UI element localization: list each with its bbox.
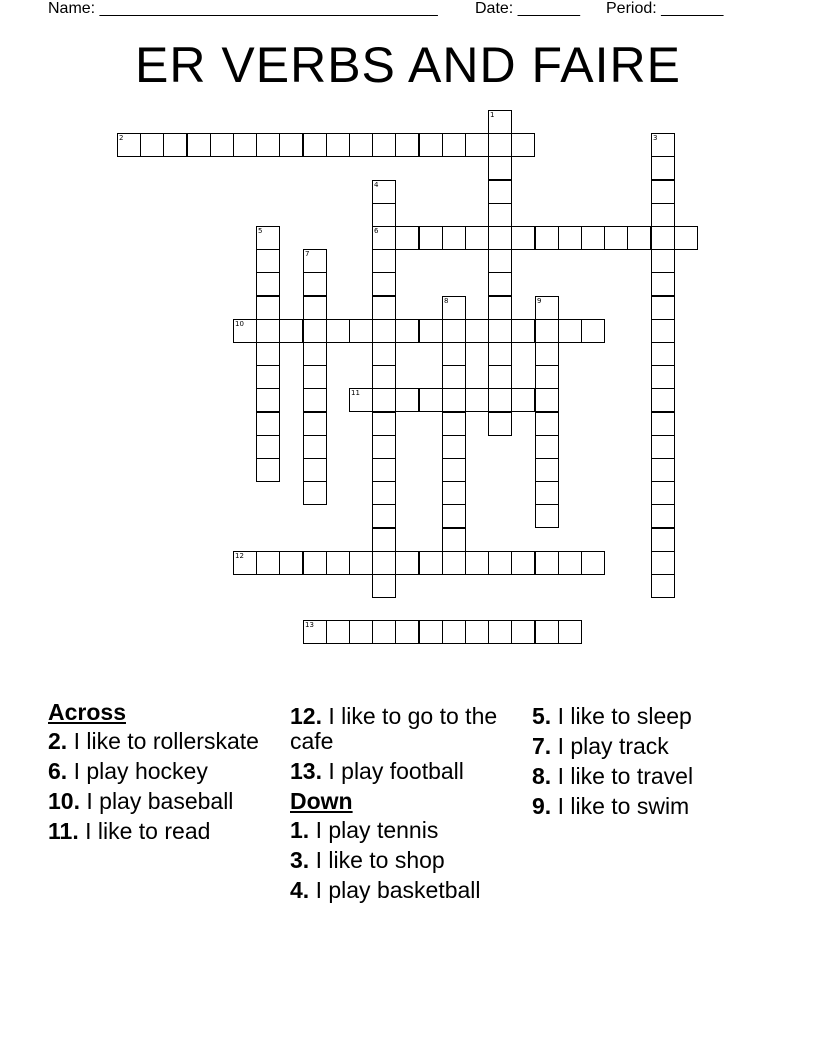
- crossword-cell[interactable]: [511, 620, 535, 644]
- crossword-cell[interactable]: [535, 620, 559, 644]
- crossword-cell[interactable]: [349, 551, 373, 575]
- clue-number: 5.: [532, 703, 552, 729]
- crossword-cell[interactable]: [372, 504, 396, 528]
- crossword-cell[interactable]: [465, 133, 489, 157]
- crossword-cell[interactable]: [395, 551, 419, 575]
- crossword-cell[interactable]: [488, 110, 512, 134]
- crossword-cell[interactable]: [535, 504, 559, 528]
- crossword-cell[interactable]: [651, 574, 675, 598]
- crossword-cell[interactable]: [326, 133, 350, 157]
- clues-column-2: [290, 704, 528, 908]
- crossword-cell[interactable]: [442, 342, 466, 366]
- crossword-cell[interactable]: [651, 435, 675, 459]
- cell-clue-number: 2: [119, 134, 124, 142]
- crossword-cell[interactable]: [488, 133, 512, 157]
- crossword-cell[interactable]: [465, 319, 489, 343]
- crossword-cell[interactable]: [117, 133, 141, 157]
- cell-clue-number: 12: [235, 552, 244, 560]
- crossword-cell[interactable]: [303, 342, 327, 366]
- clue-across-12: [290, 704, 528, 754]
- crossword-cell[interactable]: [372, 296, 396, 320]
- crossword-cell[interactable]: [303, 296, 327, 320]
- crossword-cell[interactable]: [419, 388, 443, 412]
- crossword-cell[interactable]: [256, 412, 280, 436]
- crossword-cell[interactable]: [256, 226, 280, 250]
- crossword-cell[interactable]: [488, 620, 512, 644]
- cell-clue-number: 4: [374, 181, 379, 189]
- crossword-cell[interactable]: [535, 412, 559, 436]
- crossword-cell[interactable]: [627, 226, 651, 250]
- cell-clue-number: 7: [305, 250, 310, 258]
- crossword-cell[interactable]: [372, 249, 396, 273]
- clue-text: I play hockey: [67, 758, 208, 784]
- clue-across-2: [48, 729, 286, 754]
- crossword-cell[interactable]: [372, 412, 396, 436]
- crossword-cell[interactable]: [372, 203, 396, 227]
- crossword-cell[interactable]: [488, 412, 512, 436]
- crossword-cell[interactable]: [442, 504, 466, 528]
- crossword-cell[interactable]: [256, 296, 280, 320]
- crossword-cell[interactable]: [303, 388, 327, 412]
- crossword-cell[interactable]: [303, 133, 327, 157]
- crossword-cell[interactable]: [372, 551, 396, 575]
- clue-number: 12.: [290, 703, 322, 729]
- crossword-cell[interactable]: [326, 620, 350, 644]
- crossword-cell[interactable]: [651, 388, 675, 412]
- crossword-cell[interactable]: [372, 528, 396, 552]
- crossword-cell[interactable]: [163, 133, 187, 157]
- crossword-cell[interactable]: [372, 272, 396, 296]
- crossword-cell[interactable]: [442, 319, 466, 343]
- clue-across-6: [48, 759, 286, 784]
- cell-clue-number: 3: [653, 134, 658, 142]
- crossword-cell[interactable]: [651, 504, 675, 528]
- crossword-cell[interactable]: [488, 156, 512, 180]
- crossword-cell[interactable]: [535, 342, 559, 366]
- crossword-cell[interactable]: [535, 388, 559, 412]
- clue-across-13: [290, 759, 528, 784]
- crossword-cell[interactable]: [303, 481, 327, 505]
- crossword-cell[interactable]: [535, 319, 559, 343]
- clue-text: I like to sleep: [551, 703, 692, 729]
- crossword-cell[interactable]: [303, 319, 327, 343]
- crossword-cell[interactable]: [419, 226, 443, 250]
- crossword-cell[interactable]: [651, 481, 675, 505]
- clue-number: 8.: [532, 763, 552, 789]
- crossword-cell[interactable]: [535, 435, 559, 459]
- crossword-cell[interactable]: [488, 203, 512, 227]
- clue-text: I play basketball: [309, 877, 481, 903]
- crossword-cell[interactable]: [349, 620, 373, 644]
- clue-down-4: [290, 878, 528, 903]
- crossword-cell[interactable]: [511, 319, 535, 343]
- down-heading: Down: [290, 788, 353, 814]
- crossword-cell[interactable]: [256, 435, 280, 459]
- clue-text: I like to travel: [551, 763, 694, 789]
- crossword-cell[interactable]: [465, 226, 489, 250]
- crossword-cell[interactable]: [372, 388, 396, 412]
- clue-down-9: [532, 794, 770, 819]
- crossword-cell[interactable]: [395, 226, 419, 250]
- crossword-cell[interactable]: [488, 296, 512, 320]
- crossword-cell[interactable]: [233, 319, 257, 343]
- crossword-cell[interactable]: [535, 365, 559, 389]
- clue-across-11: [48, 819, 286, 844]
- crossword-cell[interactable]: [442, 412, 466, 436]
- crossword-cell[interactable]: [488, 342, 512, 366]
- clue-number: 4.: [290, 877, 310, 903]
- crossword-cell[interactable]: [419, 551, 443, 575]
- crossword-cell[interactable]: [303, 458, 327, 482]
- crossword-cell[interactable]: [372, 574, 396, 598]
- crossword-cell[interactable]: [581, 226, 605, 250]
- crossword-cell[interactable]: [465, 551, 489, 575]
- clues-column-3: [532, 704, 770, 824]
- crossword-cell[interactable]: [326, 551, 350, 575]
- crossword-cell[interactable]: [303, 272, 327, 296]
- crossword-cell[interactable]: [651, 226, 675, 250]
- crossword-cell[interactable]: [511, 551, 535, 575]
- crossword-cell[interactable]: [604, 226, 628, 250]
- crossword-cell[interactable]: [558, 319, 582, 343]
- crossword-cell[interactable]: [511, 226, 535, 250]
- crossword-cell[interactable]: [488, 388, 512, 412]
- crossword-cell[interactable]: [303, 620, 327, 644]
- clue-number: 10.: [48, 788, 80, 814]
- crossword-cell[interactable]: [419, 133, 443, 157]
- crossword-cell[interactable]: [535, 481, 559, 505]
- clue-down-3: [290, 848, 528, 873]
- crossword-cell[interactable]: [651, 249, 675, 273]
- cell-clue-number: 9: [537, 297, 542, 305]
- crossword-cell[interactable]: [349, 388, 373, 412]
- clue-down-1: [290, 818, 528, 843]
- crossword-cell[interactable]: [187, 133, 211, 157]
- clue-number: 13.: [290, 758, 322, 784]
- date-field-label[interactable]: Date: _______: [475, 0, 580, 17]
- crossword-cell[interactable]: [256, 249, 280, 273]
- clue-down-8: [532, 764, 770, 789]
- crossword-cell[interactable]: [442, 481, 466, 505]
- clue-text: I play football: [321, 758, 464, 784]
- crossword-cell[interactable]: [372, 226, 396, 250]
- crossword-cell[interactable]: [442, 133, 466, 157]
- crossword-cell[interactable]: [651, 180, 675, 204]
- crossword-cell[interactable]: [488, 365, 512, 389]
- crossword-cell[interactable]: [651, 528, 675, 552]
- clue-text: I play track: [551, 733, 669, 759]
- clue-across-10: [48, 789, 286, 814]
- cell-clue-number: 10: [235, 320, 244, 328]
- crossword-cell[interactable]: [256, 458, 280, 482]
- crossword-cell[interactable]: [349, 319, 373, 343]
- crossword-cell[interactable]: [651, 296, 675, 320]
- clue-text: I like to rollerskate: [67, 728, 259, 754]
- clue-down-7: [532, 734, 770, 759]
- page-title: ER VERBS AND FAIRE: [135, 37, 681, 93]
- crossword-cell[interactable]: [465, 388, 489, 412]
- crossword-cell[interactable]: [372, 481, 396, 505]
- clue-text: I like to swim: [551, 793, 690, 819]
- crossword-cell[interactable]: [535, 458, 559, 482]
- crossword-cell[interactable]: [372, 435, 396, 459]
- crossword-cell[interactable]: [488, 180, 512, 204]
- cell-clue-number: 1: [490, 111, 495, 119]
- crossword-cell[interactable]: [349, 133, 373, 157]
- crossword-cell[interactable]: [651, 365, 675, 389]
- crossword-cell[interactable]: [256, 551, 280, 575]
- clue-text: I play baseball: [79, 788, 234, 814]
- crossword-cell[interactable]: [256, 272, 280, 296]
- crossword-cell[interactable]: [581, 551, 605, 575]
- across-heading: Across: [48, 699, 126, 725]
- clue-number: 9.: [532, 793, 552, 819]
- clue-text: I like to read: [78, 818, 211, 844]
- crossword-cell[interactable]: [511, 133, 535, 157]
- clue-number: 7.: [532, 733, 552, 759]
- crossword-cell[interactable]: [233, 551, 257, 575]
- crossword-cell[interactable]: [558, 226, 582, 250]
- crossword-cell[interactable]: [419, 319, 443, 343]
- name-field-label[interactable]: Name: ______________________________________: [48, 0, 438, 17]
- clue-number: 2.: [48, 728, 68, 754]
- crossword-cell[interactable]: [442, 296, 466, 320]
- crossword-cell[interactable]: [233, 133, 257, 157]
- clue-number: 3.: [290, 847, 310, 873]
- crossword-cell[interactable]: [651, 319, 675, 343]
- crossword-cell[interactable]: [511, 388, 535, 412]
- clue-number: 6.: [48, 758, 68, 784]
- crossword-cell[interactable]: [395, 133, 419, 157]
- crossword-cell[interactable]: [488, 551, 512, 575]
- crossword-cell[interactable]: [581, 319, 605, 343]
- crossword-cell[interactable]: [674, 226, 698, 250]
- crossword-cell[interactable]: [372, 133, 396, 157]
- crossword-cell[interactable]: [558, 620, 582, 644]
- crossword-cell[interactable]: [326, 319, 350, 343]
- crossword-cell[interactable]: [372, 458, 396, 482]
- crossword-cell[interactable]: [372, 319, 396, 343]
- crossword-cell[interactable]: [256, 319, 280, 343]
- crossword-cell[interactable]: [395, 620, 419, 644]
- crossword-cell[interactable]: [442, 551, 466, 575]
- crossword-cell[interactable]: [488, 319, 512, 343]
- cell-clue-number: 6: [374, 227, 379, 235]
- crossword-cell[interactable]: [651, 156, 675, 180]
- crossword-cell[interactable]: [395, 319, 419, 343]
- crossword-cell[interactable]: [210, 133, 234, 157]
- crossword-cell[interactable]: [442, 458, 466, 482]
- crossword-cell[interactable]: [395, 388, 419, 412]
- crossword-cell[interactable]: [442, 435, 466, 459]
- cell-clue-number: 13: [305, 621, 314, 629]
- crossword-cell[interactable]: [303, 249, 327, 273]
- clue-text: I like to go to the cafe: [290, 703, 498, 754]
- crossword-cell[interactable]: [535, 296, 559, 320]
- crossword-cell[interactable]: [535, 226, 559, 250]
- cell-clue-number: 5: [258, 227, 263, 235]
- crossword-cell[interactable]: [256, 388, 280, 412]
- crossword-cell[interactable]: [279, 133, 303, 157]
- crossword-cell[interactable]: [488, 249, 512, 273]
- crossword-cell[interactable]: [651, 133, 675, 157]
- crossword-cell[interactable]: [256, 342, 280, 366]
- crossword-cell[interactable]: [651, 272, 675, 296]
- crossword-cell[interactable]: [140, 133, 164, 157]
- clue-text: I play tennis: [309, 817, 439, 843]
- crossword-cell[interactable]: [442, 226, 466, 250]
- crossword-cell[interactable]: [256, 133, 280, 157]
- crossword-cell[interactable]: [419, 620, 443, 644]
- cell-clue-number: 11: [351, 389, 360, 397]
- crossword-cell[interactable]: [488, 272, 512, 296]
- period-field-label[interactable]: Period: _______: [606, 0, 724, 17]
- crossword-cell[interactable]: [303, 365, 327, 389]
- clues-column-1: [48, 700, 286, 849]
- crossword-cell[interactable]: [372, 180, 396, 204]
- crossword-cell[interactable]: [372, 365, 396, 389]
- crossword-cell[interactable]: [372, 342, 396, 366]
- crossword-cell[interactable]: [279, 319, 303, 343]
- crossword-cell[interactable]: [442, 365, 466, 389]
- cell-clue-number: 8: [444, 297, 449, 305]
- crossword-cell[interactable]: [488, 226, 512, 250]
- crossword-cell[interactable]: [442, 620, 466, 644]
- crossword-cell[interactable]: [535, 551, 559, 575]
- crossword-cell[interactable]: [651, 551, 675, 575]
- crossword-cell[interactable]: [558, 551, 582, 575]
- crossword-cell[interactable]: [372, 620, 396, 644]
- crossword-cell[interactable]: [303, 551, 327, 575]
- clue-down-5: [532, 704, 770, 729]
- clue-text: I like to shop: [309, 847, 445, 873]
- crossword-cell[interactable]: [651, 203, 675, 227]
- crossword-cell[interactable]: [465, 620, 489, 644]
- crossword-cell[interactable]: [442, 528, 466, 552]
- crossword-cell[interactable]: [651, 342, 675, 366]
- crossword-cell[interactable]: [442, 388, 466, 412]
- crossword-cell[interactable]: [279, 551, 303, 575]
- crossword-cell[interactable]: [651, 412, 675, 436]
- crossword-cell[interactable]: [256, 365, 280, 389]
- clue-number: 11.: [48, 818, 79, 844]
- crossword-cell[interactable]: [303, 412, 327, 436]
- clue-number: 1.: [290, 817, 310, 843]
- crossword-cell[interactable]: [651, 458, 675, 482]
- crossword-cell[interactable]: [303, 435, 327, 459]
